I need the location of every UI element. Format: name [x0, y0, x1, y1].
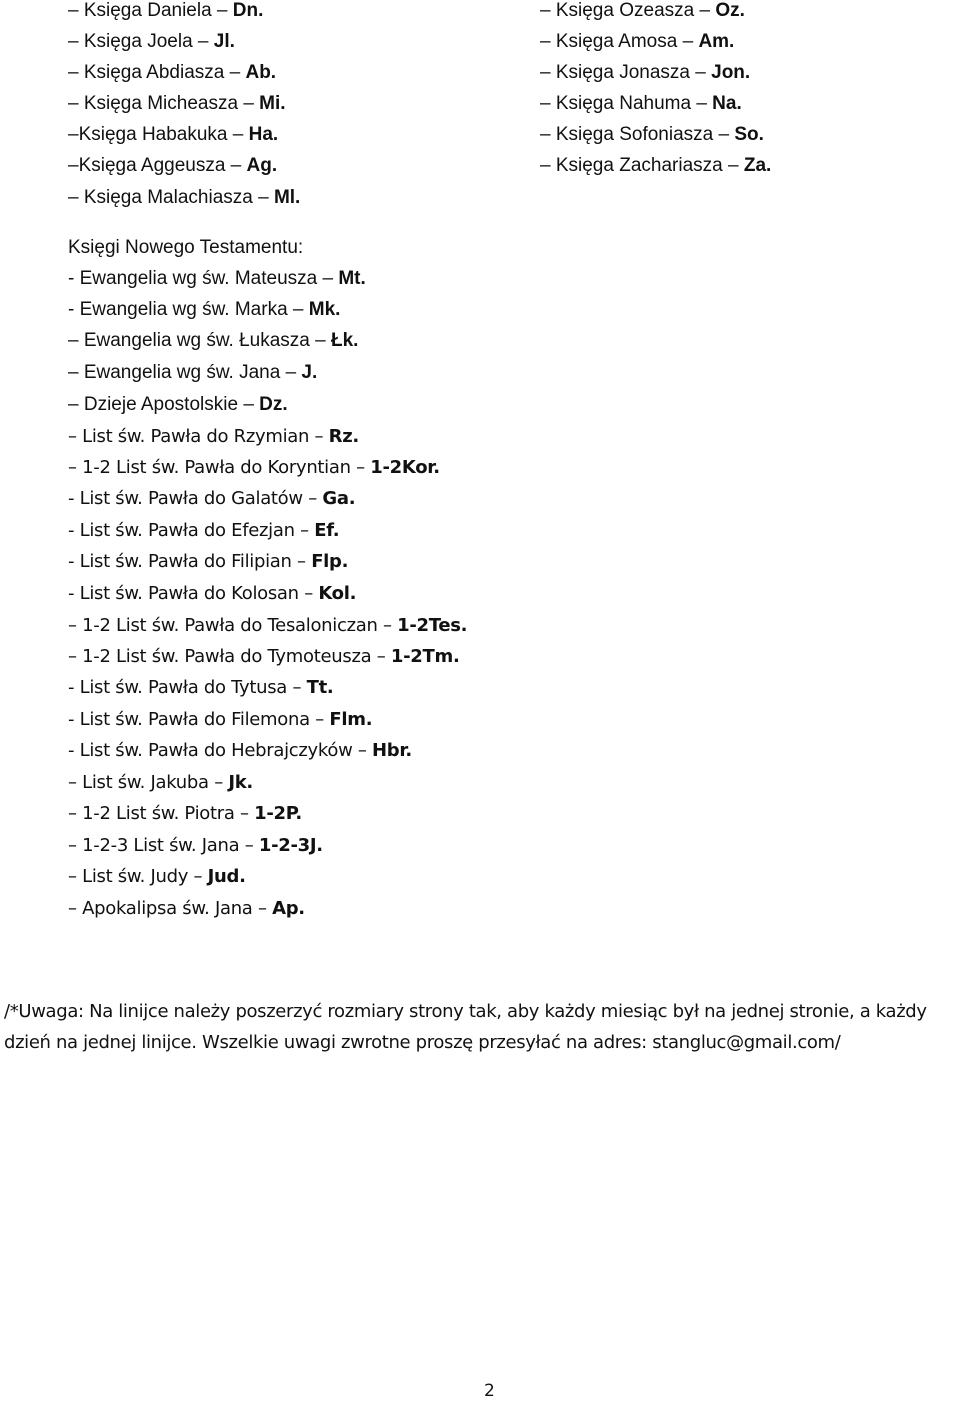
book-entry: – 1-2 List św. Pawła do Koryntian – 1-2Kor. — [68, 457, 440, 478]
book-entry: – Księga Nahuma – Na. — [540, 93, 742, 114]
book-entry: – 1-2 List św. Pawła do Tymoteusza – 1-2Tm. — [68, 646, 460, 667]
book-entry: – Księga Ozeasza – Oz. — [540, 0, 745, 21]
book-entry: - List św. Pawła do Filemona – Flm. — [68, 709, 373, 730]
book-entry: – Dzieje Apostolskie – Dz. — [68, 394, 288, 415]
book-entry: – 1-2 List św. Piotra – 1-2P. — [68, 803, 302, 824]
book-entry: - List św. Pawła do Filipian – Flp. — [68, 551, 349, 572]
book-entry: – Księga Micheasza – Mi. — [68, 93, 286, 114]
book-entry: – Ewangelia wg św. Jana – J. — [68, 362, 318, 383]
book-entry: – Księga Joela – Jl. — [68, 31, 235, 52]
book-entry: - Ewangelia wg św. Marka – Mk. — [68, 299, 341, 320]
book-entry: – Księga Jonasza – Jon. — [540, 62, 751, 83]
book-entry: – Księga Amosa – Am. — [540, 31, 735, 52]
book-entry: – List św. Judy – Jud. — [68, 866, 246, 887]
book-entry: – 1-2 List św. Pawła do Tesaloniczan – 1-2Tes. — [68, 615, 468, 636]
page-number: 2 — [484, 1381, 495, 1401]
book-entry: - List św. Pawła do Efezjan – Ef. — [68, 520, 340, 541]
book-entry: - List św. Pawła do Tytusa – Tt. — [68, 677, 334, 698]
book-entry: – Księga Abdiasza – Ab. — [68, 62, 277, 83]
book-entry: – List św. Jakuba – Jk. — [68, 772, 253, 793]
book-entry: - List św. Pawła do Hebrajczyków – Hbr. — [68, 740, 412, 761]
book-entry: – Apokalipsa św. Jana – Ap. — [68, 898, 305, 919]
book-entry: - List św. Pawła do Galatów – Ga. — [68, 488, 356, 509]
book-entry: - Ewangelia wg św. Mateusza – Mt. — [68, 268, 366, 289]
book-entry: –Księga Habakuka – Ha. — [68, 124, 279, 145]
nt-heading: Księgi Nowego Testamentu: — [68, 237, 304, 258]
footnote-note: /*Uwaga: Na linijce należy poszerzyć rozmiary strony tak, aby każdy miesiąc był na jednej stronie, a każdy dzień na jednej linijce. Wszelkie uwagi zwrotne proszę przesyłać na adres: stangluc@gmail.com/ — [4, 1001, 927, 1053]
book-entry: – List św. Pawła do Rzymian – Rz. — [68, 426, 359, 447]
book-entry: – Księga Zachariasza – Za. — [540, 155, 772, 176]
book-entry: - List św. Pawła do Kolosan – Kol. — [68, 583, 357, 604]
book-entry: – Księga Malachiasza – Ml. — [68, 187, 301, 208]
book-entry: – Księga Daniela – Dn. — [68, 0, 264, 21]
book-entry: – Ewangelia wg św. Łukasza – Łk. — [68, 330, 359, 351]
book-entry: – 1-2-3 List św. Jana – 1-2-3J. — [68, 835, 323, 856]
book-entry: –Księga Aggeusza – Ag. — [68, 155, 278, 176]
book-entry: – Księga Sofoniasza – So. — [540, 124, 764, 145]
